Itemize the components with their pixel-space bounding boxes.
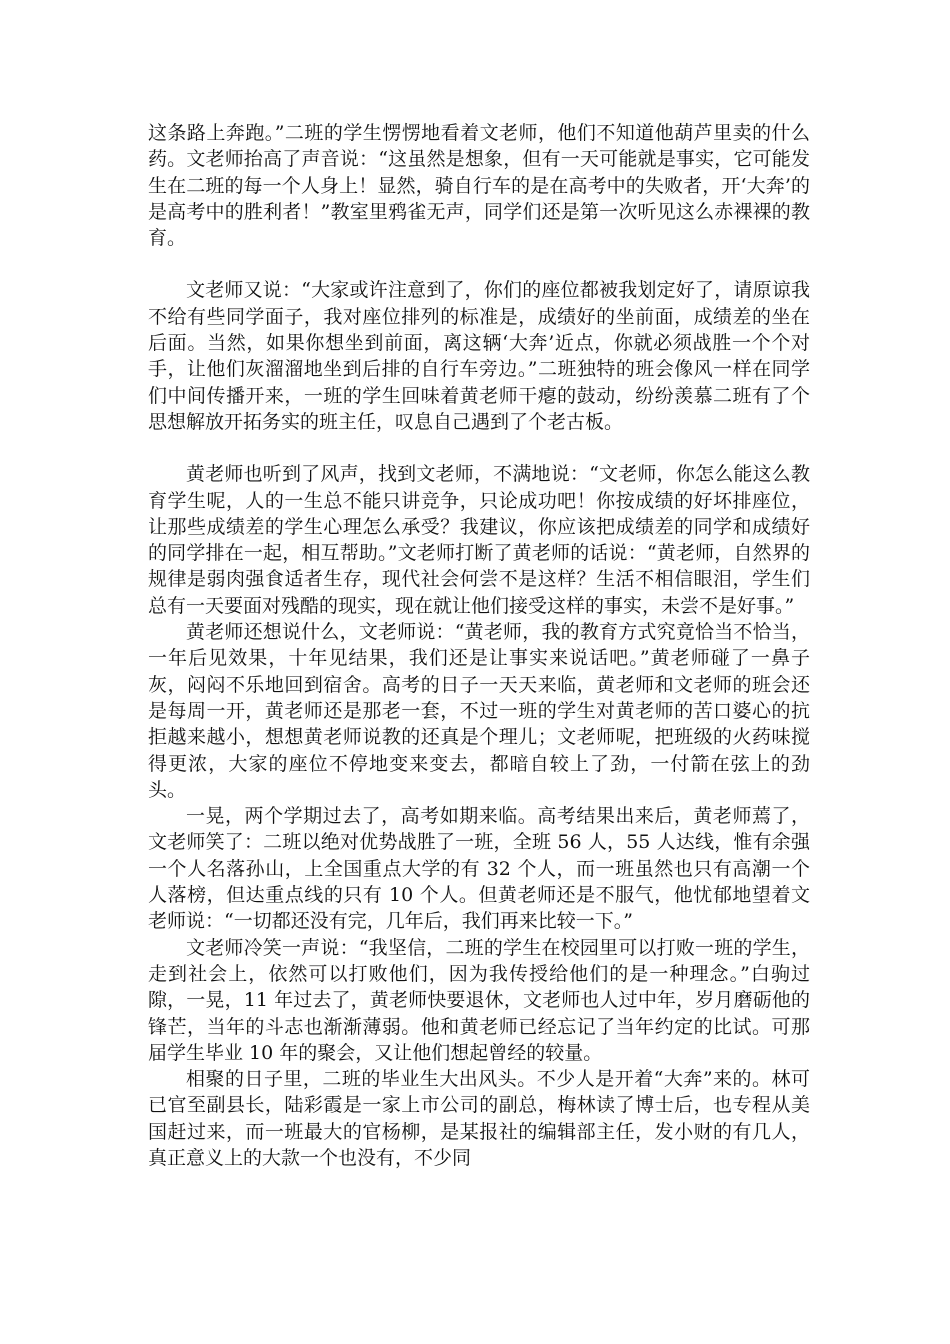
paragraph-6: 文老师冷笑一声说：“我坚信，二班的学生在校园里可以打败一班的学生，走到社会上，依然可以打败他们，因为我传授给他们的是一种理念。”白驹过隙，一晃，11 年过去了，黄老师快要退休，文老师也人过中年，岁月磨砺他的锋芒，当年的斗志也渐渐薄弱。他和黄老师已经忘记了当年约定的比试。可那届学生毕业 10 年的聚会，又让他们想起曾经的较量。 xyxy=(148,936,810,1064)
paragraph-7: 相聚的日子里，二班的毕业生大出风头。不少人是开着“大奔”来的。林可已官至副县长，陆彩霞是一家上市公司的副总，梅林读了博士后，也专程从美国赶过来，而一班最大的官杨柳，是某报社的编辑部主任，发小财的有几人，真正意义上的大款一个也没有，不少同 xyxy=(148,1068,810,1169)
paragraph-4: 黄老师还想说什么，文老师说：“黄老师，我的教育方式究竟恰当不恰当，一年后见效果，十年见结果，我们还是让事实来说话吧。”黄老师碰了一鼻子灰，闷闷不乐地回到宿舍。高考的日子一天天来临，黄老师和文老师的班会还是每周一开，黄老师还是那老一套，不过一班的学生对黄老师的苦口婆心的抗拒越来越小，想想黄老师说教的还真是个理儿；文老师呢，把班级的火药味搅得更浓，大家的座位不停地变来变去，都暗自较上了劲，一付箭在弦上的劲头。 xyxy=(148,621,810,801)
paragraph-2: 文老师又说：“大家或许注意到了，你们的座位都被我划定好了，请原谅我不给有些同学面子，我对座位排列的标准是，成绩好的坐前面，成绩差的坐在后面。当然，如果你想坐到前面，离这辆‘大奔’近点，你就必须战胜一个个对手，让他们灰溜溜地坐到后排的自行车旁边。”二班独特的班会像风一样在同学们中间传播开来，一班的学生回味着黄老师干瘪的鼓动，纷纷羡慕二班有了个思想解放开拓务实的班主任，叹息自己遇到了个老古板。 xyxy=(148,279,810,433)
paragraph-1: 这条路上奔跑。”二班的学生愣愣地看着文老师，他们不知道他葫芦里卖的什么药。文老师抬高了声音说：“这虽然是想象，但有一天可能就是事实，它可能发生在二班的每一个人身上！显然，骑自行车的是在高考中的失败者，开‘大奔’的是高考中的胜利者！”教室里鸦雀无声，同学们还是第一次听见这么赤裸裸的教育。 xyxy=(148,122,810,250)
document-page xyxy=(148,120,810,1171)
paragraph-3: 黄老师也听到了风声，找到文老师，不满地说：“文老师，你怎么能这么教育学生呢，人的一生总不能只讲竞争，只论成功吧！你按成绩的好坏排座位，让那些成绩差的学生心理怎么承受？我建议，你应该把成绩差的同学和成绩好的同学排在一起，相互帮助。”文老师打断了黄老师的话说：“黄老师，自然界的规律是弱肉强食适者生存，现代社会何尝不是这样？生活不相信眼泪，学生们总有一天要面对残酷的现实，现在就让他们接受这样的事实，未尝不是好事。” xyxy=(148,463,810,617)
paragraph-5: 一晃，两个学期过去了，高考如期来临。高考结果出来后，黄老师蔫了，文老师笑了：二班以绝对优势战胜了一班，全班 56 人，55 人达线，惟有余强一个人名落孙山，上全国重点大学的有 32 个人，而一班虽然也只有高潮一个人落榜，但达重点线的只有 10 个人。但黄老师还是不服气，他忧郁地望着文老师说：“一切都还没有完，几年后，我们再来比较一下。” xyxy=(148,805,810,933)
